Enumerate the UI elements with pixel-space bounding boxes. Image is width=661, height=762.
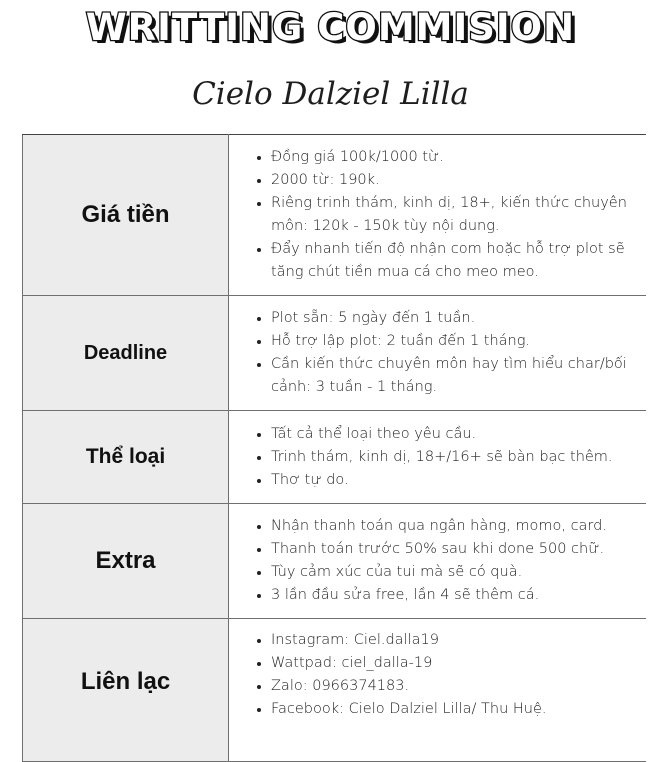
row-label-cell xyxy=(23,619,229,762)
list-item: • 2000 từ: 190k. xyxy=(271,169,636,192)
row-label-extra: Extra xyxy=(95,547,156,574)
commission-table xyxy=(22,134,646,762)
genre-list xyxy=(229,423,636,492)
list-item: • Instagram: Ciel.dalla19 xyxy=(271,629,636,652)
row-details-cell xyxy=(229,619,647,762)
row-label-contact: Liên lạc xyxy=(80,668,171,695)
list-item: • Trinh thám, kinh dị, 18+/16+ sẽ bàn bạc thêm. xyxy=(271,446,636,469)
list-item: • Thanh toán trước 50% sau khi done 500 chữ. xyxy=(271,538,636,561)
list-item: • Đẩy nhanh tiến độ nhận com hoặc hỗ trợ plot sẽ tăng chút tiền mua cá cho meo meo. xyxy=(271,238,636,284)
list-item: • Plot sẵn: 5 ngày đến 1 tuần. xyxy=(271,307,636,330)
list-item: • 3 lần đầu sửa free, lần 4 sẽ thêm cá. xyxy=(271,584,636,607)
row-label-cell xyxy=(23,504,229,619)
table-row-contact xyxy=(23,619,647,762)
list-item: • Wattpad: ciel_dalla-19 xyxy=(271,652,636,675)
row-label-cell xyxy=(23,135,229,296)
list-item: • Cần kiến thức chuyên môn hay tìm hiểu char/bối cảnh: 3 tuần - 1 tháng. xyxy=(271,353,636,399)
list-item: • Thơ tự do. xyxy=(271,469,636,492)
row-label-price: Giá tiền xyxy=(81,201,170,228)
list-item: • Riêng trinh thám, kinh dị, 18+, kiến thức chuyên môn: 120k - 150k tùy nội dung. xyxy=(271,192,636,238)
row-label-genre: Thể loại xyxy=(85,445,166,468)
row-label-deadline: Deadline xyxy=(83,341,168,364)
list-item: • Đồng giá 100k/1000 từ. xyxy=(271,146,636,169)
row-details-cell xyxy=(229,411,647,504)
row-details-cell xyxy=(229,504,647,619)
row-details-cell xyxy=(229,135,647,296)
contact-list xyxy=(229,629,636,721)
table-row-extra xyxy=(23,504,647,619)
extra-list xyxy=(229,515,636,607)
page-title: WRITTING COMMISION xyxy=(85,6,576,49)
table-row-deadline xyxy=(23,296,647,411)
list-item: • Facebook: Cielo Dalziel Lilla/ Thu Huệ. xyxy=(271,698,636,721)
table-row-genre xyxy=(23,411,647,504)
deadline-list xyxy=(229,307,636,399)
row-label-cell xyxy=(23,296,229,411)
author-name: Cielo Dalziel Lilla xyxy=(192,76,469,112)
table-row-price xyxy=(23,135,647,296)
list-item: • Hỗ trợ lập plot: 2 tuần đến 1 tháng. xyxy=(271,330,636,353)
price-list xyxy=(229,146,636,284)
list-item: • Tất cả thể loại theo yêu cầu. xyxy=(271,423,636,446)
list-item: • Nhận thanh toán qua ngân hàng, momo, card. xyxy=(271,515,636,538)
row-label-cell xyxy=(23,411,229,504)
list-item: • Zalo: 0966374183. xyxy=(271,675,636,698)
row-details-cell xyxy=(229,296,647,411)
list-item: • Tùy cảm xúc của tui mà sẽ có quà. xyxy=(271,561,636,584)
